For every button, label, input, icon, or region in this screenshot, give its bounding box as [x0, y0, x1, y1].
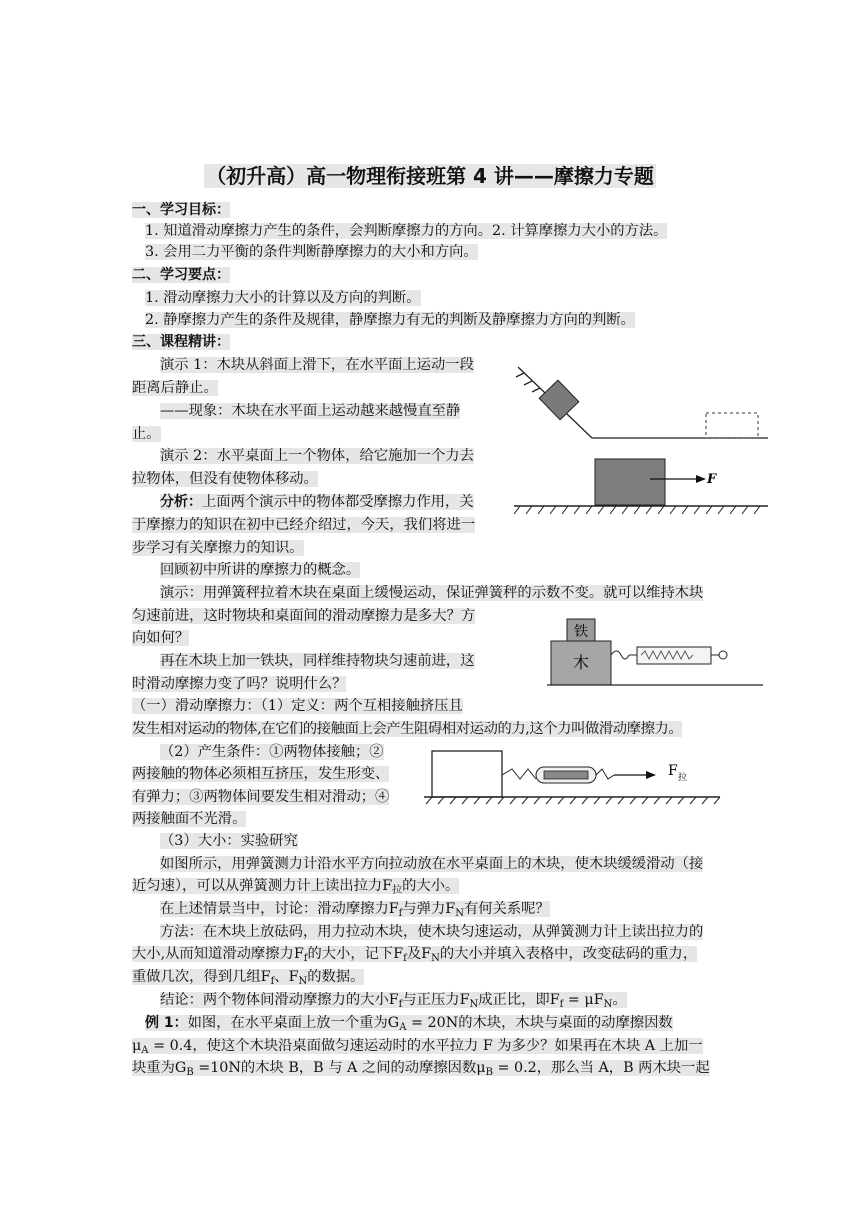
definition-line-a: （一）滑动摩擦力：（1）定义：两个互相接触挤压且: [132, 698, 463, 714]
force-label: F: [707, 472, 717, 487]
size-heading: （3）大小：实验研究: [160, 833, 298, 849]
hook: [611, 651, 629, 659]
point-line-1: 1. 滑动摩擦力大小的计算以及方向的判断。: [145, 290, 421, 306]
method-line-1: 方法：在木块上放砝码，用力拉动木块，使木块匀速运动，从弹簧测力计上读出拉力的: [160, 924, 704, 940]
table-block: [595, 459, 665, 505]
experiment-line-1: 如图所示，用弹簧测力计沿水平方向拉动放在水平桌面上的木块，使木块缓缓滑动（接: [160, 856, 704, 872]
wood-label: 木: [572, 653, 590, 672]
experiment-table-hatch: [426, 797, 720, 804]
pull-force-label: F: [668, 763, 678, 779]
phenomenon-line-b: 止。: [132, 426, 161, 442]
analysis-line-a: 分析：上面两个演示中的物体都受摩擦力作用，关: [160, 494, 474, 510]
demo1-line-a: 演示 1：木块从斜面上滑下，在水平面上运动一段: [160, 357, 474, 373]
demo1-line-b: 距离后静止。: [132, 380, 218, 396]
dynamometer-scale: [544, 771, 588, 779]
demo4-line-b: 时滑动摩擦力变了吗？说明什么？: [132, 676, 347, 692]
method-line-3: 重做几次，得到几组$F_f$、$F_N$的数据。: [132, 969, 365, 987]
goal-line-1: 1. 知道滑动摩擦力产生的条件，会判断摩擦力的方向。2. 计算摩擦力大小的方法。: [145, 223, 668, 239]
table-hatch: [514, 506, 760, 514]
section-heading-goals: 一、学习目标：: [132, 202, 230, 218]
incline-figure: [510, 355, 772, 445]
goal-line-2: 3. 会用二力平衡的条件判断静摩擦力的大小和方向。: [145, 244, 478, 260]
section-heading-points: 二、学习要点：: [132, 267, 230, 283]
iron-label: 铁: [574, 624, 588, 640]
pull-force-sub: 拉: [678, 773, 688, 783]
demo2-line-b: 拉物体，但没有使物体移动。: [132, 471, 318, 487]
stopped-block-outline: [706, 413, 758, 438]
experiment-figure: [424, 745, 724, 805]
pull-arrow-head: [646, 771, 656, 779]
pull-force-figure: [510, 455, 772, 517]
condition-line-3: 有弹力；③两物体间要发生相对滑动；④: [132, 789, 390, 805]
scale-ring: [719, 651, 727, 659]
demo2-line-a: 演示 2：水平桌面上一个物体，给它施加一个力去: [160, 448, 474, 464]
analysis-line-b: 于摩擦力的知识在初中已经介绍过，今天，我们将进一: [132, 517, 476, 533]
analysis-line-c: 步学习有关摩擦力的知识。: [132, 540, 304, 556]
section-heading-lecture: 三、课程精讲：: [132, 334, 230, 350]
demo3-line-c: 向如何？: [132, 630, 190, 646]
phenomenon-line-a: ——现象：木块在水平面上运动越来越慢直至静: [160, 403, 461, 419]
definition-line-b: 发生相对运动的物体,在它们的接触面上会产生阻碍相对运动的力,这个力叫做滑动摩擦力。: [132, 721, 683, 737]
discussion-line: 在上述情景当中，讨论：滑动摩擦力$F_f$与弹力$F_N$有何关系呢？: [160, 901, 550, 919]
example1-line-1: 例 1：如图，在水平桌面上放一个重为$G_A = 20N$的木块，木块与桌面的动摩擦因数: [145, 1015, 673, 1033]
point-line-2: 2. 静摩擦力产生的条件及规律，静摩擦力有无的判断及静摩擦力方向的判断。: [145, 312, 635, 328]
page-title: （初升高）高一物理衔接班第 4 讲——摩擦力专题: [206, 164, 654, 188]
spring-scale-figure: [545, 615, 767, 691]
conclusion-line: 结论：两个物体间滑动摩擦力的大小$F_f$与正压力$F_N$成正比，即$F_f = \mu F_N$。: [160, 992, 627, 1010]
force-arrow-head: [696, 475, 706, 483]
example1-line-3: 块重为$G_B =10N$的木块 B，B 与 A 之间的动摩擦因数$\mu_B = 0.2$，那么当 A，B 两木块一起: [132, 1060, 710, 1078]
method-line-2: 大小,从而知道滑动摩擦力$F_f$的大小，记下$F_f$及$F_N$的大小并填入表格中，改变砝码的重力，: [132, 946, 698, 964]
condition-line-1: （2）产生条件：①两物体接触；②: [160, 744, 384, 760]
demo4-line-a: 再在木块上加一铁块，同样维持物块匀速前进，这: [160, 653, 475, 669]
example1-line-2: $\mu_A = 0.4$，使这个木块沿桌面做匀速运动时的水平拉力 F 为多少？如果再在木块 A 上加一: [132, 1038, 703, 1056]
spring-scale-body: [637, 647, 711, 664]
demo3-line-a: 演示：用弹簧秤拉着木块在桌面上缓慢运动，保证弹簧秤的示数不变。就可以维持木块: [160, 585, 704, 601]
condition-line-4: 两接触面不光滑。: [132, 811, 247, 827]
demo3-line-b: 匀速前进，这时物块和桌面间的滑动摩擦力是多大？方: [132, 608, 476, 624]
experiment-line-2: 近匀速），可以从弹簧测力计上读出拉力$F_拉$的大小。: [132, 878, 460, 896]
sliding-block: [539, 380, 579, 420]
experiment-block: [432, 751, 502, 797]
review-line: 回顾初中所讲的摩擦力的概念。: [160, 562, 361, 578]
connector-spring: [502, 769, 536, 779]
condition-line-2: 两接触的物体必须相互挤压，发生形变、: [132, 766, 390, 782]
